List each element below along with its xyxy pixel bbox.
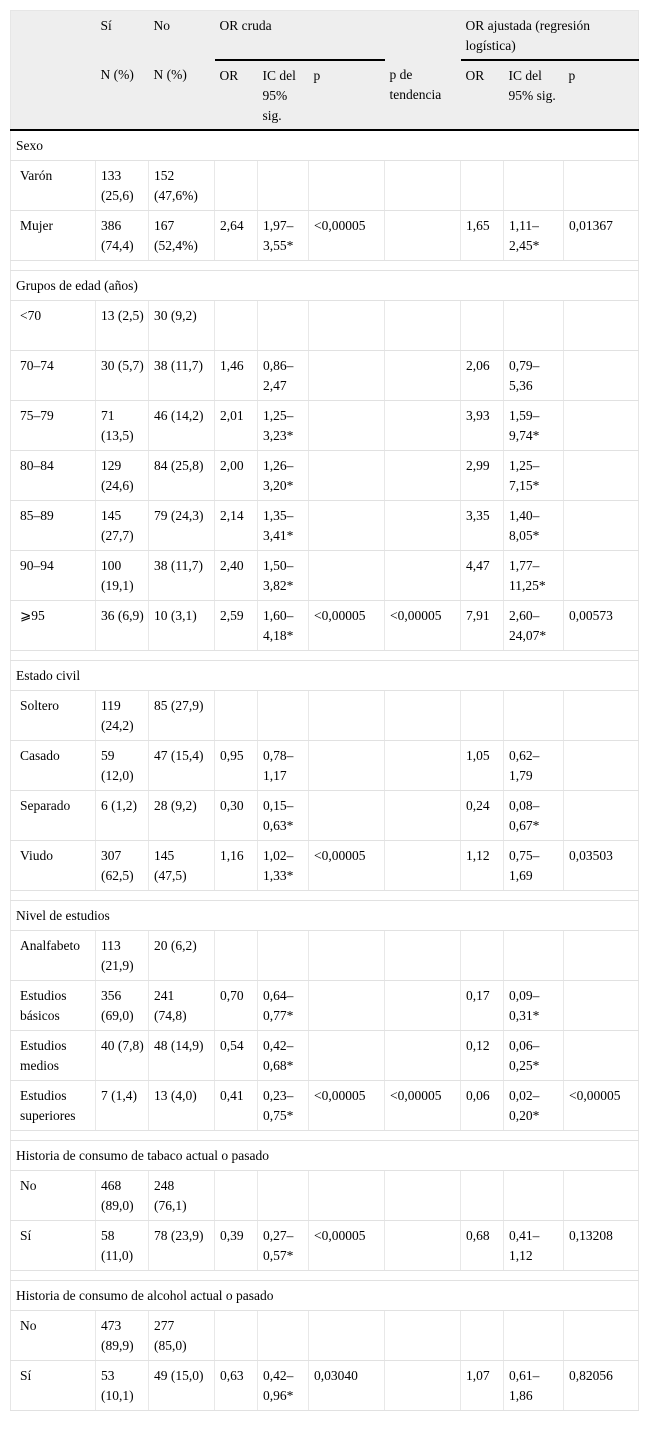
p-crude — [309, 551, 385, 601]
si-count: 30 (5,7) — [96, 351, 149, 401]
p-adjusted — [564, 981, 639, 1031]
ci-adjusted: 1,40–8,05* — [504, 501, 564, 551]
p-crude — [309, 1311, 385, 1361]
p-trend — [385, 401, 461, 451]
or-adjusted: 7,91 — [461, 601, 504, 651]
table-row — [11, 501, 639, 551]
table-row — [11, 301, 639, 351]
table-row — [11, 981, 639, 1031]
or-adjusted: 3,93 — [461, 401, 504, 451]
or-crude: 2,14 — [215, 501, 258, 551]
section-title: Nivel de estudios — [11, 901, 639, 931]
row-label: Casado — [11, 741, 96, 791]
header-p: p — [309, 60, 385, 130]
p-crude — [309, 301, 385, 351]
section-spacer — [11, 261, 639, 271]
or-crude: 0,95 — [215, 741, 258, 791]
or-adjusted: 0,68 — [461, 1221, 504, 1271]
si-count: 145 (27,7) — [96, 501, 149, 551]
table-row — [11, 841, 639, 891]
or-crude — [215, 161, 258, 211]
p-trend — [385, 1031, 461, 1081]
spacer-cell — [11, 1271, 639, 1281]
header-si: Sí — [96, 11, 149, 61]
p-adjusted: 0,82056 — [564, 1361, 639, 1411]
ci-adjusted — [504, 931, 564, 981]
or-crude: 0,41 — [215, 1081, 258, 1131]
si-count: 468 (89,0) — [96, 1171, 149, 1221]
si-count: 58 (11,0) — [96, 1221, 149, 1271]
table-row — [11, 161, 639, 211]
table-row — [11, 1221, 639, 1271]
no-count: 84 (25,8) — [149, 451, 215, 501]
p-adjusted: <0,00005 — [564, 1081, 639, 1131]
table-row — [11, 351, 639, 401]
or-crude — [215, 1171, 258, 1221]
no-count: 46 (14,2) — [149, 401, 215, 451]
or-crude: 2,01 — [215, 401, 258, 451]
p-crude — [309, 401, 385, 451]
si-count: 133 (25,6) — [96, 161, 149, 211]
no-count: 38 (11,7) — [149, 551, 215, 601]
or-adjusted: 1,07 — [461, 1361, 504, 1411]
ci-crude: 1,25–3,23* — [258, 401, 309, 451]
p-trend — [385, 741, 461, 791]
or-adjusted: 0,12 — [461, 1031, 504, 1081]
or-crude: 2,59 — [215, 601, 258, 651]
si-count: 13 (2,5) — [96, 301, 149, 351]
header-or-cruda: OR cruda — [215, 11, 385, 61]
p-trend — [385, 841, 461, 891]
ci-adjusted: 1,11–2,45* — [504, 211, 564, 261]
no-count: 167 (52,4%) — [149, 211, 215, 261]
or-crude: 2,00 — [215, 451, 258, 501]
ci-crude — [258, 1171, 309, 1221]
p-adjusted — [564, 1171, 639, 1221]
no-count: 38 (11,7) — [149, 351, 215, 401]
or-adjusted — [461, 1311, 504, 1361]
si-count: 473 (89,9) — [96, 1311, 149, 1361]
si-count: 7 (1,4) — [96, 1081, 149, 1131]
ci-adjusted: 0,79–5,36 — [504, 351, 564, 401]
row-label: 85–89 — [11, 501, 96, 551]
section-header — [11, 271, 639, 301]
table-row — [11, 1361, 639, 1411]
or-adjusted: 0,24 — [461, 791, 504, 841]
ci-crude: 1,97–3,55* — [258, 211, 309, 261]
ci-crude: 1,35–3,41* — [258, 501, 309, 551]
no-count: 10 (3,1) — [149, 601, 215, 651]
p-adjusted — [564, 161, 639, 211]
or-crude: 1,46 — [215, 351, 258, 401]
row-label: Estudios superiores — [11, 1081, 96, 1131]
table-header — [11, 11, 639, 131]
ci-crude — [258, 691, 309, 741]
no-count: 241 (74,8) — [149, 981, 215, 1031]
row-label: Estudios medios — [11, 1031, 96, 1081]
row-label: Varón — [11, 161, 96, 211]
ci-adjusted: 1,77–11,25* — [504, 551, 564, 601]
spacer-cell — [11, 651, 639, 661]
p-trend — [385, 301, 461, 351]
section-title: Historia de consumo de alcohol actual o pasado — [11, 1281, 639, 1311]
p-crude: 0,03040 — [309, 1361, 385, 1411]
or-crude: 0,70 — [215, 981, 258, 1031]
or-crude: 0,63 — [215, 1361, 258, 1411]
or-adjusted — [461, 931, 504, 981]
section-title: Sexo — [11, 130, 639, 161]
ci-adjusted: 0,02–0,20* — [504, 1081, 564, 1131]
ci-adjusted — [504, 1171, 564, 1221]
p-trend — [385, 1311, 461, 1361]
section-header — [11, 130, 639, 161]
row-label: <70 — [11, 301, 96, 351]
or-adjusted: 1,12 — [461, 841, 504, 891]
table-row — [11, 451, 639, 501]
p-trend — [385, 791, 461, 841]
table-row — [11, 691, 639, 741]
ci-adjusted — [504, 301, 564, 351]
table-row — [11, 1171, 639, 1221]
header-ic-adj: IC del 95% sig. — [504, 60, 564, 130]
header-p-adj: p — [564, 60, 639, 130]
p-trend — [385, 501, 461, 551]
row-label: Viudo — [11, 841, 96, 891]
section-header — [11, 661, 639, 691]
row-label: Soltero — [11, 691, 96, 741]
row-label: Mujer — [11, 211, 96, 261]
p-trend — [385, 931, 461, 981]
or-crude — [215, 1311, 258, 1361]
section-header — [11, 1141, 639, 1171]
p-trend: <0,00005 — [385, 1081, 461, 1131]
ci-crude — [258, 1311, 309, 1361]
ci-crude: 1,26–3,20* — [258, 451, 309, 501]
section-spacer — [11, 1271, 639, 1281]
section-header — [11, 901, 639, 931]
ci-adjusted: 0,09–0,31* — [504, 981, 564, 1031]
p-adjusted: 0,03503 — [564, 841, 639, 891]
ci-crude: 1,02–1,33* — [258, 841, 309, 891]
p-crude — [309, 691, 385, 741]
table-row — [11, 601, 639, 651]
p-trend — [385, 1171, 461, 1221]
si-count: 100 (19,1) — [96, 551, 149, 601]
si-count: 53 (10,1) — [96, 1361, 149, 1411]
table-row — [11, 1081, 639, 1131]
p-adjusted — [564, 741, 639, 791]
p-adjusted — [564, 931, 639, 981]
or-adjusted: 3,35 — [461, 501, 504, 551]
row-label: ⩾95 — [11, 601, 96, 651]
table-row — [11, 931, 639, 981]
table-row — [11, 401, 639, 451]
row-label: Analfabeto — [11, 931, 96, 981]
p-adjusted — [564, 501, 639, 551]
ci-crude: 1,50–3,82* — [258, 551, 309, 601]
p-trend — [385, 1361, 461, 1411]
si-count: 36 (6,9) — [96, 601, 149, 651]
row-label: 90–94 — [11, 551, 96, 601]
p-adjusted — [564, 451, 639, 501]
si-count: 6 (1,2) — [96, 791, 149, 841]
or-crude: 1,16 — [215, 841, 258, 891]
or-crude — [215, 691, 258, 741]
ci-crude: 0,27–0,57* — [258, 1221, 309, 1271]
p-crude — [309, 1031, 385, 1081]
si-count: 307 (62,5) — [96, 841, 149, 891]
p-adjusted: 0,01367 — [564, 211, 639, 261]
p-crude: <0,00005 — [309, 211, 385, 261]
p-adjusted — [564, 351, 639, 401]
si-count: 119 (24,2) — [96, 691, 149, 741]
row-label: No — [11, 1171, 96, 1221]
p-trend — [385, 551, 461, 601]
p-adjusted — [564, 551, 639, 601]
section-spacer — [11, 891, 639, 901]
header-row-1 — [11, 11, 639, 61]
ci-crude: 0,15–0,63* — [258, 791, 309, 841]
p-crude — [309, 791, 385, 841]
or-crude — [215, 931, 258, 981]
ci-adjusted — [504, 1311, 564, 1361]
p-trend — [385, 351, 461, 401]
header-or-ajustada: OR ajustada (regresión logística) — [461, 11, 639, 61]
p-crude: <0,00005 — [309, 1221, 385, 1271]
or-adjusted: 0,17 — [461, 981, 504, 1031]
header-no: No — [149, 11, 215, 61]
p-adjusted: 0,13208 — [564, 1221, 639, 1271]
or-adjusted: 0,06 — [461, 1081, 504, 1131]
or-adjusted — [461, 161, 504, 211]
or-adjusted: 1,05 — [461, 741, 504, 791]
section-title: Grupos de edad (años) — [11, 271, 639, 301]
no-count: 85 (27,9) — [149, 691, 215, 741]
ci-adjusted: 0,75–1,69 — [504, 841, 564, 891]
si-count: 386 (74,4) — [96, 211, 149, 261]
or-adjusted: 1,65 — [461, 211, 504, 261]
no-count: 152 (47,6%) — [149, 161, 215, 211]
header-p-tendencia: p de tendencia — [385, 60, 461, 130]
p-crude — [309, 931, 385, 981]
p-crude — [309, 161, 385, 211]
row-label: 75–79 — [11, 401, 96, 451]
p-adjusted: 0,00573 — [564, 601, 639, 651]
header-n-pct-si: N (%) — [96, 60, 149, 130]
p-crude — [309, 741, 385, 791]
no-count: 79 (24,3) — [149, 501, 215, 551]
no-count: 49 (15,0) — [149, 1361, 215, 1411]
or-crude: 2,40 — [215, 551, 258, 601]
si-count: 129 (24,6) — [96, 451, 149, 501]
spacer-cell — [11, 261, 639, 271]
or-crude: 0,54 — [215, 1031, 258, 1081]
or-crude — [215, 301, 258, 351]
ci-adjusted: 0,08–0,67* — [504, 791, 564, 841]
or-adjusted — [461, 691, 504, 741]
row-label: Separado — [11, 791, 96, 841]
ci-crude: 0,64–0,77* — [258, 981, 309, 1031]
no-count: 48 (14,9) — [149, 1031, 215, 1081]
header-empty-2 — [385, 11, 461, 61]
table-row — [11, 791, 639, 841]
row-label: No — [11, 1311, 96, 1361]
section-title: Estado civil — [11, 661, 639, 691]
p-adjusted — [564, 301, 639, 351]
p-crude: <0,00005 — [309, 841, 385, 891]
results-table — [10, 10, 639, 1411]
table-row — [11, 211, 639, 261]
or-crude: 0,30 — [215, 791, 258, 841]
p-trend — [385, 981, 461, 1031]
row-label: Sí — [11, 1361, 96, 1411]
table-row — [11, 551, 639, 601]
p-trend — [385, 691, 461, 741]
p-trend — [385, 451, 461, 501]
no-count: 47 (15,4) — [149, 741, 215, 791]
header-empty — [11, 11, 96, 61]
no-count: 28 (9,2) — [149, 791, 215, 841]
ci-adjusted: 0,41–1,12 — [504, 1221, 564, 1271]
ci-adjusted — [504, 691, 564, 741]
p-crude — [309, 981, 385, 1031]
section-title: Historia de consumo de tabaco actual o pasado — [11, 1141, 639, 1171]
table-body — [11, 130, 639, 1411]
section-header — [11, 1281, 639, 1311]
p-crude — [309, 1171, 385, 1221]
spacer-cell — [11, 1131, 639, 1141]
si-count: 40 (7,8) — [96, 1031, 149, 1081]
no-count: 30 (9,2) — [149, 301, 215, 351]
header-ic: IC del 95% sig. — [258, 60, 309, 130]
p-crude: <0,00005 — [309, 601, 385, 651]
ci-crude: 0,86–2,47 — [258, 351, 309, 401]
p-trend — [385, 1221, 461, 1271]
no-count: 145 (47,5) — [149, 841, 215, 891]
p-adjusted — [564, 791, 639, 841]
table-row — [11, 741, 639, 791]
or-adjusted: 2,06 — [461, 351, 504, 401]
or-crude: 0,39 — [215, 1221, 258, 1271]
table-container — [10, 10, 638, 1411]
p-trend — [385, 211, 461, 261]
no-count: 248 (76,1) — [149, 1171, 215, 1221]
header-row-2 — [11, 60, 639, 130]
si-count: 71 (13,5) — [96, 401, 149, 451]
or-adjusted — [461, 1171, 504, 1221]
or-adjusted: 4,47 — [461, 551, 504, 601]
p-crude — [309, 351, 385, 401]
p-crude — [309, 451, 385, 501]
ci-crude: 0,78–1,17 — [258, 741, 309, 791]
row-label: Estudios básicos — [11, 981, 96, 1031]
no-count: 277 (85,0) — [149, 1311, 215, 1361]
row-label: 80–84 — [11, 451, 96, 501]
ci-crude — [258, 301, 309, 351]
header-empty-3 — [11, 60, 96, 130]
no-count: 20 (6,2) — [149, 931, 215, 981]
section-spacer — [11, 1131, 639, 1141]
ci-adjusted: 1,59–9,74* — [504, 401, 564, 451]
ci-adjusted: 0,62–1,79 — [504, 741, 564, 791]
row-label: 70–74 — [11, 351, 96, 401]
table-row — [11, 1031, 639, 1081]
p-trend: <0,00005 — [385, 601, 461, 651]
ci-adjusted: 0,61–1,86 — [504, 1361, 564, 1411]
ci-adjusted — [504, 161, 564, 211]
ci-crude: 1,60–4,18* — [258, 601, 309, 651]
or-adjusted: 2,99 — [461, 451, 504, 501]
p-trend — [385, 161, 461, 211]
header-or: OR — [215, 60, 258, 130]
ci-adjusted: 1,25–7,15* — [504, 451, 564, 501]
p-adjusted — [564, 401, 639, 451]
ci-crude — [258, 161, 309, 211]
ci-adjusted: 0,06–0,25* — [504, 1031, 564, 1081]
si-count: 356 (69,0) — [96, 981, 149, 1031]
p-adjusted — [564, 1311, 639, 1361]
table-row — [11, 1311, 639, 1361]
p-crude — [309, 501, 385, 551]
spacer-cell — [11, 891, 639, 901]
or-adjusted — [461, 301, 504, 351]
p-crude: <0,00005 — [309, 1081, 385, 1131]
ci-crude: 0,23–0,75* — [258, 1081, 309, 1131]
section-spacer — [11, 651, 639, 661]
p-adjusted — [564, 691, 639, 741]
no-count: 78 (23,9) — [149, 1221, 215, 1271]
ci-crude: 0,42–0,96* — [258, 1361, 309, 1411]
row-label: Sí — [11, 1221, 96, 1271]
si-count: 59 (12,0) — [96, 741, 149, 791]
no-count: 13 (4,0) — [149, 1081, 215, 1131]
p-adjusted — [564, 1031, 639, 1081]
ci-crude: 0,42–0,68* — [258, 1031, 309, 1081]
header-n-pct-no: N (%) — [149, 60, 215, 130]
or-crude: 2,64 — [215, 211, 258, 261]
ci-adjusted: 2,60–24,07* — [504, 601, 564, 651]
si-count: 113 (21,9) — [96, 931, 149, 981]
header-or-adj: OR — [461, 60, 504, 130]
ci-crude — [258, 931, 309, 981]
